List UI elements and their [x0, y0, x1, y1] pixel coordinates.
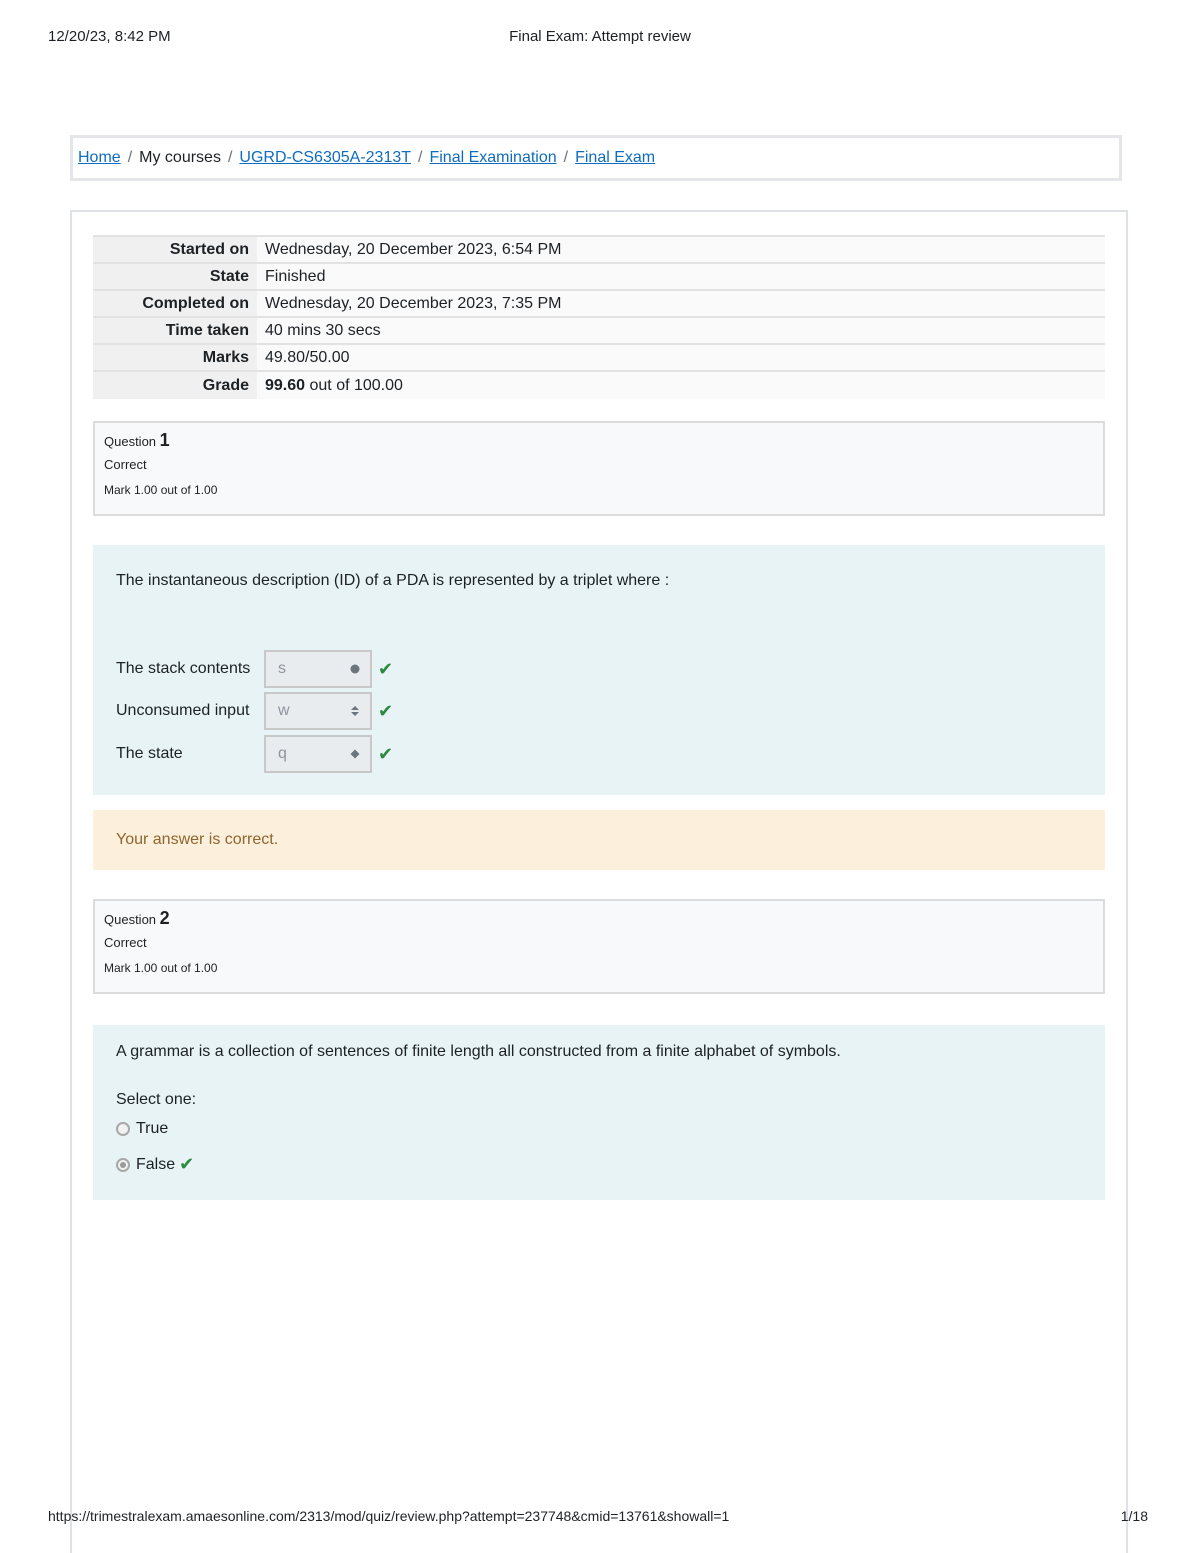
- question-state: Correct: [104, 934, 147, 950]
- breadcrumb-separator: /: [227, 149, 233, 166]
- summary-value: 40 mins 30 secs: [257, 316, 1105, 343]
- question-number: [104, 909, 1094, 929]
- summary-row-time-taken: [93, 316, 1105, 343]
- question-prefix: Question: [104, 912, 157, 927]
- breadcrumb-separator: /: [127, 149, 133, 166]
- question-content-2: [93, 1025, 1105, 1200]
- radio-checked-icon[interactable]: [116, 1158, 130, 1172]
- answer-select-value: w: [278, 702, 290, 719]
- summary-label: Completed on: [93, 289, 257, 316]
- summary-row-started: [93, 235, 1105, 262]
- grade-suffix: out of 100.00: [309, 376, 403, 394]
- answer-select[interactable]: [264, 650, 372, 688]
- print-footer: [48, 1508, 1148, 1528]
- question-state: Correct: [104, 456, 147, 472]
- answer-select-value: q: [278, 745, 287, 762]
- question-number-value: 1: [159, 430, 170, 450]
- summary-row-state: [93, 262, 1105, 289]
- match-row: [116, 650, 393, 688]
- question-grade: Mark 1.00 out of 1.00: [104, 961, 218, 976]
- breadcrumb-separator: /: [418, 149, 423, 166]
- check-icon: ✔: [378, 700, 394, 721]
- option-true[interactable]: [116, 1120, 168, 1138]
- print-page-number: 1/18: [1120, 1508, 1148, 1524]
- option-label: True: [136, 1120, 169, 1137]
- question-info-1: [93, 421, 1105, 516]
- question-text: The instantaneous description (ID) of a PDA is represented by a triplet where :: [116, 572, 670, 589]
- breadcrumb-separator: /: [563, 149, 569, 166]
- question-number: [104, 431, 1094, 451]
- question-text: A grammar is a collection of sentences of finite length all constructed from a finite alphabet of symbols.: [116, 1043, 841, 1060]
- attempt-summary-table: [93, 235, 1105, 399]
- print-header: [48, 28, 1152, 48]
- match-label: The stack contents: [116, 660, 251, 677]
- summary-label: State: [93, 262, 257, 289]
- summary-label: Started on: [93, 235, 257, 262]
- breadcrumb-home-link[interactable]: Home: [78, 149, 121, 166]
- question-feedback: [93, 810, 1105, 870]
- check-icon: ✔: [378, 658, 394, 679]
- match-row: [116, 735, 393, 773]
- question-prefix: Question: [104, 434, 157, 449]
- breadcrumb-quiz-link[interactable]: Final Exam: [575, 149, 656, 166]
- answer-select[interactable]: [264, 735, 372, 773]
- summary-value: Finished: [257, 262, 1105, 289]
- breadcrumb-my-courses: My courses: [139, 149, 221, 166]
- match-label: Unconsumed input: [116, 702, 250, 719]
- option-false[interactable]: [116, 1154, 194, 1175]
- question-number-value: 2: [159, 908, 170, 928]
- breadcrumb: [70, 135, 1122, 181]
- summary-value: 49.80/50.00: [257, 343, 1105, 370]
- breadcrumb-section-link[interactable]: Final Examination: [429, 149, 557, 166]
- breadcrumb-course-link[interactable]: UGRD-CS6305A-2313T: [239, 149, 412, 166]
- summary-label: Marks: [93, 343, 257, 370]
- match-row: [116, 692, 393, 730]
- match-label: The state: [116, 745, 183, 762]
- select-caret-icon: [350, 664, 360, 674]
- summary-row-completed: [93, 289, 1105, 316]
- print-url: https://trimestralexam.amaesonline.com/2313/mod/quiz/review.php?attempt=237748&cmid=13761&showall=1: [48, 1508, 730, 1524]
- check-icon: ✔: [378, 743, 394, 764]
- answer-select[interactable]: [264, 692, 372, 730]
- radio-unchecked-icon[interactable]: [116, 1122, 130, 1136]
- question-grade: Mark 1.00 out of 1.00: [104, 483, 218, 498]
- select-caret-icon: [350, 705, 360, 717]
- summary-value: [257, 370, 1105, 399]
- print-title: Final Exam: Attempt review: [509, 28, 691, 45]
- summary-value: Wednesday, 20 December 2023, 6:54 PM: [257, 235, 1105, 262]
- summary-label: Time taken: [93, 316, 257, 343]
- select-caret-icon: [350, 749, 360, 759]
- summary-row-grade: [93, 370, 1105, 399]
- grade-value: 99.60: [265, 376, 306, 394]
- question-content-1: [93, 545, 1105, 795]
- summary-row-marks: [93, 343, 1105, 370]
- answer-select-value: s: [278, 660, 286, 677]
- select-one-prompt: Select one:: [116, 1091, 197, 1108]
- print-date: 12/20/23, 8:42 PM: [48, 28, 171, 45]
- summary-value: Wednesday, 20 December 2023, 7:35 PM: [257, 289, 1105, 316]
- feedback-text: Your answer is correct.: [116, 831, 279, 848]
- option-label: False: [136, 1155, 176, 1173]
- question-info-2: [93, 899, 1105, 994]
- summary-label: Grade: [93, 370, 257, 399]
- main-content-card: [70, 210, 1128, 1553]
- check-icon: ✔: [179, 1154, 195, 1174]
